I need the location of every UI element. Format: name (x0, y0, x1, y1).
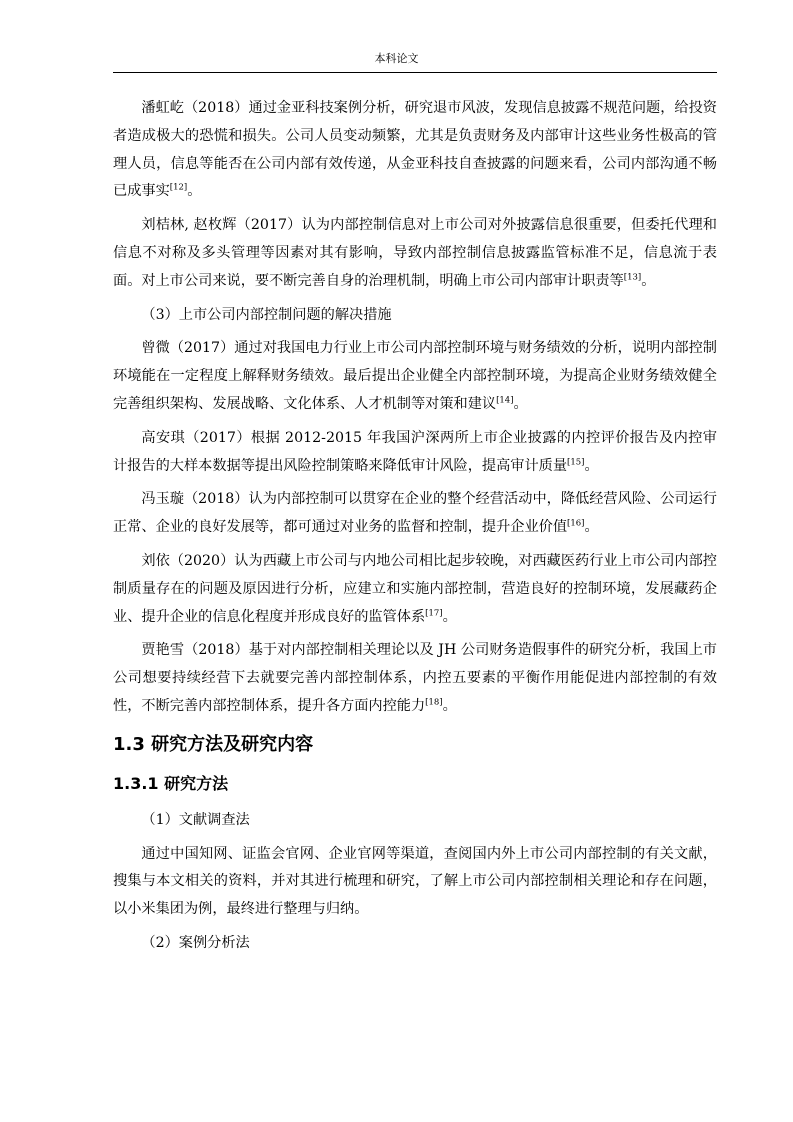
header-title: 本科论文 (374, 52, 419, 65)
paragraph: 贾艳雪（2018）基于对内部控制相关理论以及 JH 公司财务造假事件的研究分析，我国上市公司想要持续经营下去就要完善内部控制体系，内控五要素的平衡作用能促进内部控制的有效性，不断完善内部控制体系，提升各方面内控能力[18]。 (113, 642, 717, 714)
paragraph: 通过中国知网、证监会官网、企业官网等渠道，查阅国内外上市公司内部控制的有关文献，搜集与本文相关的资料，并对其进行梳理和研究，了解上市公司内部控制相关理论和存在问题，以小米集团为例，最终进行整理与归纳。 (113, 845, 717, 918)
header-divider (113, 72, 717, 73)
method-title: （1）文献调查法 (141, 811, 250, 828)
paragraph: 曾微（2017）通过对我国电力行业上市公司内部控制环境与财务绩效的分析，说明内部控制环境能在一定程度上解释财务绩效。最后提出企业健全内部控制环境，为提高企业财务绩效健全完善组织架构、发展战略、文化体系、人才机制等对策和建议[14]。 (113, 340, 717, 412)
paragraph: 高安琪（2017）根据 2012-2015 年我国沪深两所上市企业披露的内控评价报告及内控审计报告的大样本数据等提出风险控制策略来降低审计风险，提高审计质量[15]。 (113, 429, 717, 474)
citation: [14] (496, 395, 514, 406)
citation: [16] (567, 518, 585, 529)
section-heading: 1.3 研究方法及研究内容 (113, 733, 314, 755)
subsection-heading: 1.3.1 研究方法 (113, 773, 229, 793)
citation: [18] (425, 697, 443, 708)
paragraph: 潘虹屹（2018）通过金亚科技案例分析，研究退市风波，发现信息披露不规范问题，给投资者造成极大的恐慌和损失。公司人员变动频繁，尤其是负责财务及内部审计这些业务性极高的管理人员，信息等能否在公司内部有效传递，从金亚科技自查披露的问题来看，公司内部沟通不畅已成事实[12]。 (113, 100, 717, 200)
paragraph: 刘桔林, 赵枚辉（2017）认为内部控制信息对上市公司对外披露信息很重要，但委托代理和信息不对称及多头管理等因素对其有影响，导致内部控制信息披露监管标准不足，信息流于表面。对上市公司来说，要不断完善自身的治理机制，明确上市公司内部审计职责等[13]。 (113, 217, 717, 289)
citation: [17] (425, 607, 443, 618)
citation: [12] (169, 182, 188, 193)
method-title: （2）案例分析法 (141, 934, 250, 951)
citation: [15] (567, 456, 585, 467)
subheading: （3）上市公司内部控制问题的解决措施 (141, 306, 392, 323)
page-header (0, 52, 793, 66)
paragraph: 刘依（2020）认为西藏上市公司与内地公司相比起步较晚，对西藏医药行业上市公司内部控制质量存在的问题及原因进行分析，应建立和实施内部控制，营造良好的控制环境，发展藏药企业、提升企业的信息化程度并形成良好的监管体系[17]。 (113, 552, 717, 625)
paragraph: 冯玉璇（2018）认为内部控制可以贯穿在企业的整个经营活动中，降低经营风险、公司运行正常、企业的良好发展等，都可通过对业务的监督和控制，提升企业价值[16]。 (113, 491, 717, 536)
citation: [13] (623, 272, 642, 283)
page-body (113, 95, 717, 964)
